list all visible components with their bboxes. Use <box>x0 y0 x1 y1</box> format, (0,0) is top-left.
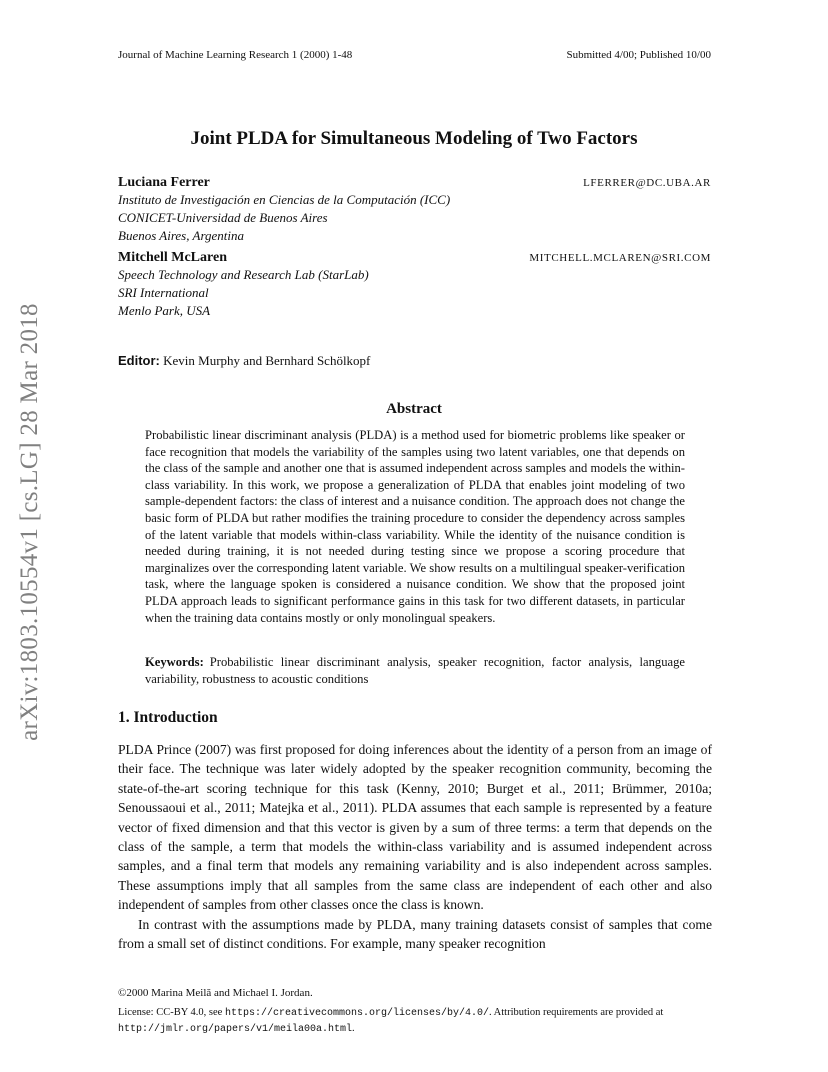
journal-name: Journal of Machine Learning Research 1 (2000) 1-48 <box>118 49 353 61</box>
keywords-text: Probabilistic linear discriminant analysis, speaker recognition, factor analysis, language variability, robustness to acoustic conditions <box>145 655 685 686</box>
license-suffix: . <box>352 1023 355 1034</box>
author-affiliation-line: Instituto de Investigación en Ciencias de la Computación (ICC) <box>118 192 451 207</box>
arxiv-id-text: arXiv:1803.10554v1 [cs.LG] 28 Mar 2018 <box>16 303 43 741</box>
paper-title: Joint PLDA for Simultaneous Modeling of Two Factors <box>190 128 638 149</box>
abstract-heading: Abstract <box>386 401 442 417</box>
author-affiliation-line: Buenos Aires, Argentina <box>118 228 245 243</box>
abstract-text: Probabilistic linear discriminant analysis (PLDA) is a method used for biometric problems like speaker or face recognition that models the variability of the samples using two latent variables, one that depends on the class of the sample and another one that is assumed independent across samples and models the within-class variability. In this work, we propose a generalization of PLDA that enables joint modeling of two sample-dependent factors: the class of interest and a nuisance condition. The approach does not change the basic form of PLDA but rather modifies the training procedure to consider the dependency across samples of the latent variable that models within-class variability. While the identity of the nuisance condition is needed during training, it is not needed during testing since we propose a scoring procedure that marginalizes over the corresponding latent variable. We show results on a multilingual speaker-verification task, where the language spoken is considered a nuisance condition. We show that the proposed joint PLDA approach leads to significant performance gains in this task for two different datasets, in particular when the training data contains mostly or only monolingual speakers. <box>145 428 685 625</box>
author-affiliation-line: SRI International <box>118 285 209 300</box>
author-name: Luciana Ferrer <box>118 175 210 190</box>
license-prefix: License: CC-BY 4.0, see <box>118 1007 225 1018</box>
copyright-notice: ©2000 Marina Meilă and Michael I. Jordan. <box>118 987 313 999</box>
submission-dates: Submitted 4/00; Published 10/00 <box>566 49 711 61</box>
editor-names: Kevin Murphy and Bernhard Schölkopf <box>163 353 371 368</box>
author-affiliation-line: Speech Technology and Research Lab (StarLab) <box>118 267 369 282</box>
editor-line <box>118 353 370 369</box>
journal-header <box>118 49 711 61</box>
author-affiliation-line: CONICET-Universidad de Buenos Aires <box>118 210 328 225</box>
body-paragraph: In contrast with the assumptions made by PLDA, many training datasets consist of samples that come from a small set of distinct conditions. For example, many speaker recognition <box>118 916 712 952</box>
keywords-label: Keywords: <box>145 655 204 669</box>
section-heading-introduction: 1. Introduction <box>118 709 218 726</box>
author-affiliation-line: Menlo Park, USA <box>118 303 211 318</box>
introduction-body <box>118 740 712 953</box>
author-email: LFERRER@DC.UBA.AR <box>583 177 711 189</box>
license-notice <box>118 1005 714 1037</box>
editor-label: Editor: <box>118 353 160 368</box>
author-name: Mitchell McLaren <box>118 250 227 265</box>
license-middle: . Attribution requirements are provided at <box>488 1007 664 1018</box>
attribution-link[interactable]: http://jmlr.org/papers/v1/meila00a.html <box>118 1024 353 1035</box>
arxiv-identifier-stamp <box>10 0 50 1072</box>
body-paragraph: PLDA Prince (2007) was first proposed for doing inferences about the identity of a person from an image of their face. The technique was later widely adopted by the speaker recognition community, becoming the state-of-the-art scoring technique for this task (Kenny, 2010; Burget et al., 2011; Brümmer, 2010a; Senoussaoui et al., 2011; Matejka et al., 2011). PLDA assumes that each sample is represented by a feature vector of fixed dimension and that this vector is given by a sum of three terms: a term that depends on the class of the sample, a term that models the within-class variability and is assumed independent across samples, and a final term that models any remaining variability and is also independent across samples. These assumptions imply that all samples from the same class are independent of each other and also independent of samples from other classes once the class is known. <box>118 742 712 913</box>
author-email: MITCHELL.MCLAREN@SRI.COM <box>529 252 711 264</box>
author-block-2 <box>118 250 711 320</box>
author-block-1 <box>118 175 711 245</box>
keywords-line <box>145 654 685 687</box>
license-link[interactable]: https://creativecommons.org/licenses/by/4.0/ <box>224 1008 489 1019</box>
